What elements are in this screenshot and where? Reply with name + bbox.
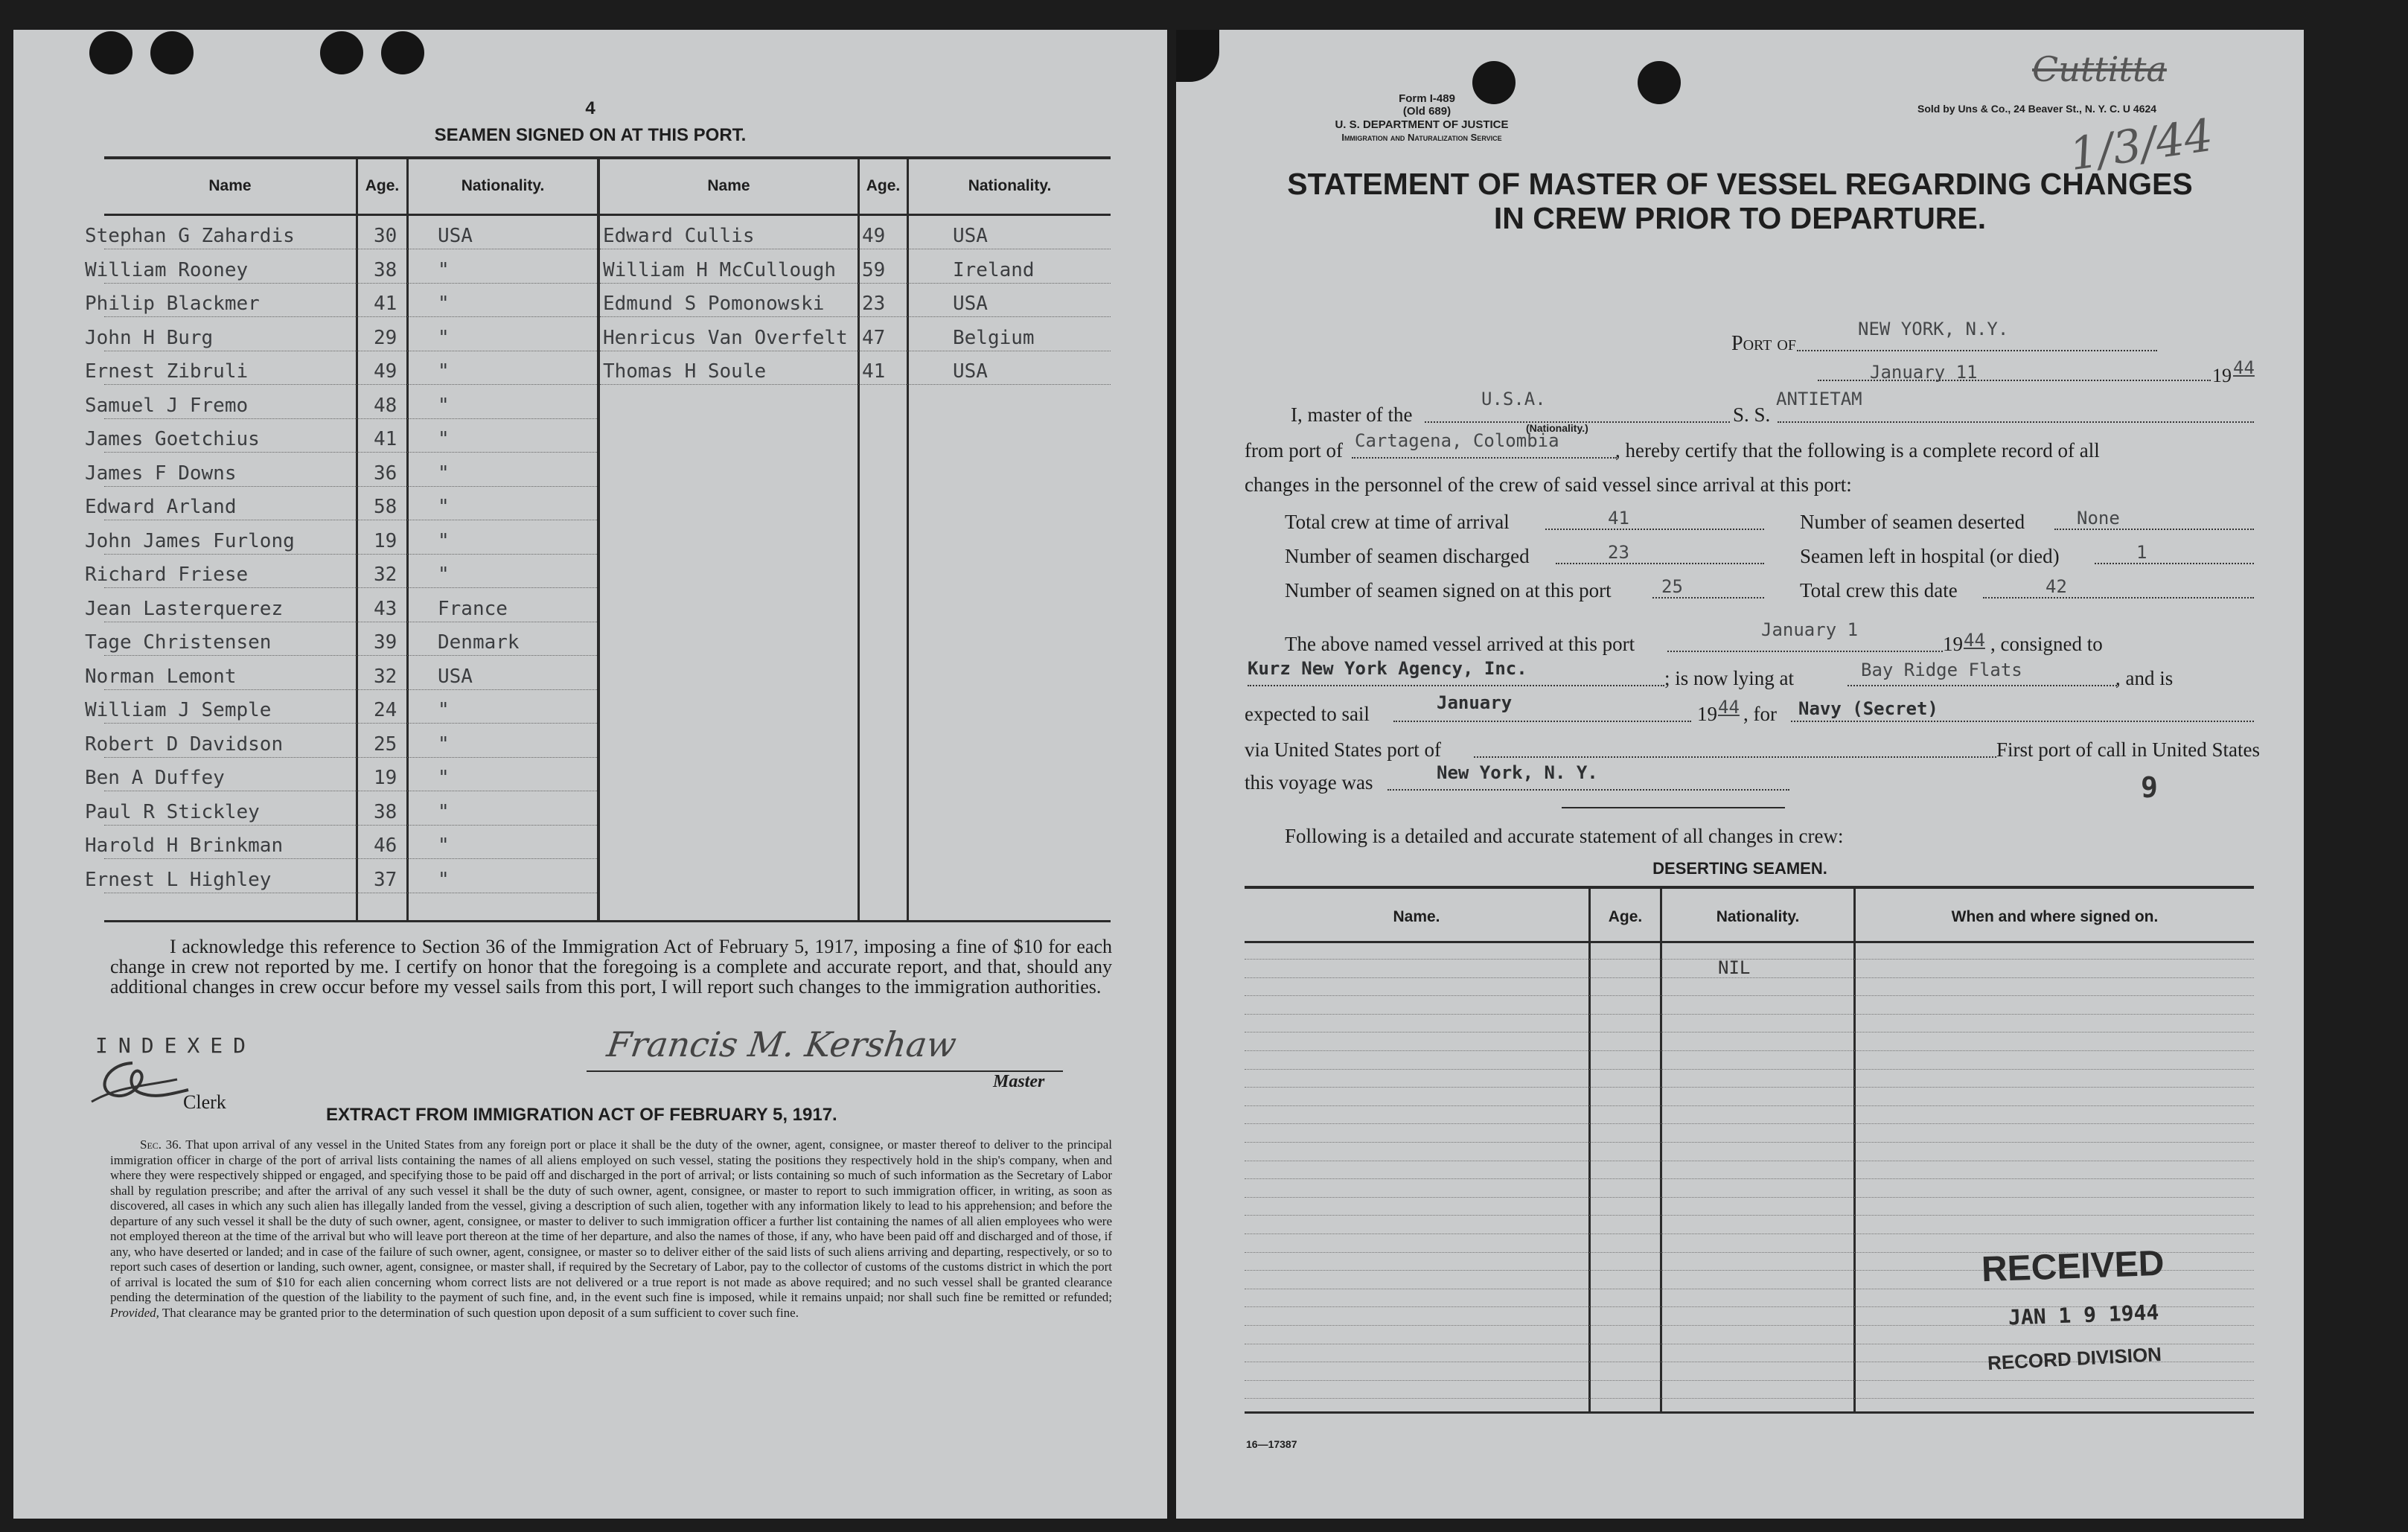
- crew-nationality: ": [438, 462, 450, 485]
- provided-label: Provided,: [110, 1305, 159, 1320]
- column-rule: [356, 159, 358, 920]
- desert-header-signed-on: When and where signed on.: [1951, 908, 2159, 925]
- deserting-title: DESERTING SEAMEN.: [1652, 859, 1827, 878]
- extract-text: [110, 1137, 1112, 1321]
- arrived-value: January 1: [1761, 619, 1859, 640]
- row-rule: [1245, 1398, 2254, 1399]
- fill-line: [1667, 651, 1943, 652]
- crew-nationality: ": [438, 800, 450, 823]
- crew-nationality: USA: [438, 665, 473, 688]
- crew-age: 38: [374, 258, 397, 281]
- row-rule: [1245, 1233, 2254, 1234]
- crew-nationality: ": [438, 699, 450, 721]
- row-rule: [104, 418, 597, 419]
- fill-line: [1352, 457, 1617, 459]
- crew-age: 32: [374, 564, 397, 586]
- crew-age: 24: [374, 699, 397, 721]
- desert-table-bottom: [1245, 1411, 2254, 1414]
- fill-line: [1556, 563, 1764, 564]
- fill-line: [1797, 350, 2157, 351]
- row-rule: [104, 825, 597, 826]
- crew-nationality: Denmark: [438, 631, 520, 654]
- for-value: Navy (Secret): [1798, 698, 1938, 719]
- master-label: Master: [993, 1072, 1045, 1091]
- crew-name: Norman Lemont: [85, 665, 237, 688]
- crew-age: 46: [374, 834, 397, 857]
- row-rule: [1245, 1087, 2254, 1088]
- crew-nationality: France: [438, 597, 508, 620]
- punch-hole-icon: [320, 31, 363, 74]
- crew-age: 32: [374, 665, 397, 688]
- row-rule: [1245, 1050, 2254, 1051]
- from-port-value: Cartagena, Colombia: [1355, 430, 1559, 451]
- crew-name: William Rooney: [85, 258, 249, 281]
- header-nationality: Nationality.: [968, 177, 1052, 194]
- crew-age: 48: [374, 394, 397, 417]
- crew-nationality: ": [438, 360, 450, 383]
- header-name: Name: [707, 177, 750, 194]
- arrived-year-prefix: 19: [1943, 633, 1963, 655]
- crew-age: 58: [374, 496, 397, 518]
- changes-text: changes in the personnel of the crew of said vessel since arrival at this port:: [1245, 473, 1852, 496]
- torn-corner-icon: [1176, 30, 1219, 82]
- row-rule: [104, 757, 597, 758]
- crew-name: Edmund S Pomonowski: [603, 293, 825, 315]
- punch-hole-icon: [89, 31, 132, 74]
- crew-name: Ernest L Highley: [85, 868, 272, 891]
- extract-body: That upon arrival of any vessel in the United States from any foreign port or place it shall be the duty of the owner, agent, consignee, or master thereof to deliver to the principal immigration officer in charge of the port of arrival lists containing the names of all aliens employed on such vessel, stating the positions they respectively hold in the ship's company, when and where they were respectively shipped or engaged, and specifying those to be paid off and discharged in the port of arrival; or lists containing so much of such information as the Secretary of Labor shall by regulation prescribe; and after the arrival of any such vessel it shall be the duty of such owner, agent, consignee, or master to report to such immigration officer, in writing, as soon as discovered, all cases in which any such alien has illegally landed from the vessel, giving a description of such alien, together with any information likely to lead to his apprehension; and before the departure of any such vessel it shall be the duty of such owner, agent, consignee, or master to deliver to such immigration officer a further list containing the names of all alien employees who were not employed thereon at the time of the arrival but who will leave port thereon at the time of her departure, and also the names of those, if any, who have been paid off and discharged and of those, if any, who have deserted or landed; and in case of the failure of such owner, agent, consignee, or master so to deliver either of the said lists of such aliens arriving and departing, respectively, or so to report such cases of desertion or landing, such owner, agent, consignee, or master shall, if required by the Secretary of Labor, pay to the collector of customs of the customs district in which the port of arrival is located the sum of $10 for each alien concerning whom correct lists are not delivered or a true report is not made as above required; and no such vessel shall be granted clearance pending the determination of the question of the liability to the payment of such fine, and, in the event such fine is imposed, while it remains unpaid; nor shall such fine be remitted or refunded;: [110, 1137, 1112, 1304]
- form-number: Form I-489: [1399, 92, 1455, 105]
- crew-age: 49: [862, 225, 886, 247]
- handwritten-date: 1/3/44: [2066, 109, 2217, 182]
- fill-line: [1393, 721, 1691, 722]
- crew-name: Jean Lasterquerez: [85, 597, 284, 620]
- short-rule: [1562, 807, 1785, 808]
- column-rule: [597, 159, 600, 920]
- row-rule: [1245, 1380, 2254, 1381]
- port-label: Port of: [1731, 332, 1796, 355]
- column-rule: [907, 159, 909, 920]
- sec-label: Sec. 36.: [140, 1137, 182, 1152]
- total-crew-arrival-label: Total crew at time of arrival: [1285, 511, 1510, 533]
- fill-line: [1545, 529, 1764, 530]
- punch-hole-icon: [1638, 61, 1681, 104]
- marginal-number: 9: [2141, 771, 2158, 804]
- crew-name: Edward Arland: [85, 496, 237, 518]
- row-rule: [1245, 1105, 2254, 1106]
- row-rule: [1245, 1142, 2254, 1143]
- crew-name: Thomas H Soule: [603, 360, 767, 383]
- crew-age: 41: [374, 293, 397, 315]
- row-rule: [1245, 1014, 2254, 1015]
- deserted-label: Number of seamen deserted: [1800, 511, 2025, 533]
- clerk-initials-icon: [88, 1057, 192, 1109]
- crew-age: 49: [374, 360, 397, 383]
- from-port-label: from port of: [1245, 439, 1343, 462]
- row-rule: [104, 587, 597, 588]
- consignee-value: Kurz New York Agency, Inc.: [1248, 658, 1527, 679]
- left-page: [13, 30, 1167, 1519]
- crew-age: 29: [374, 326, 397, 349]
- arrived-label: The above named vessel arrived at this port: [1285, 633, 1635, 655]
- row-rule: [104, 316, 597, 317]
- row-rule: [104, 486, 597, 487]
- certify-text: , hereby certify that the following is a complete record of all: [1615, 439, 2100, 462]
- fill-line: [1983, 597, 2254, 599]
- crew-name: William H McCullough: [603, 258, 837, 281]
- crew-nationality: Ireland: [953, 258, 1035, 281]
- indexed-stamp: INDEXED: [95, 1033, 257, 1058]
- and-is-label: , and is: [2115, 667, 2174, 689]
- crew-nationality: ": [438, 767, 450, 789]
- acknowledgement-text: I acknowledge this reference to Section 36 of the Immigration Act of February 5, 1917, imposing a fine of $10 for each change in crew not reported by me. I certify on honor that the foregoing is a complete and accurate report, and that, should any additional changes in crew occur before my vessel sails from this port, I will report such changes to the immigration authorities.: [110, 936, 1112, 998]
- row-rule: [600, 316, 1111, 317]
- crew-name: Stephan G Zahardis: [85, 225, 295, 247]
- discharged-label: Number of seamen discharged: [1285, 545, 1530, 567]
- row-rule: [600, 384, 1111, 385]
- crew-nationality: Belgium: [953, 326, 1035, 349]
- crew-nationality: ": [438, 394, 450, 417]
- row-rule: [1245, 1123, 2254, 1124]
- year-suffix: 44: [2233, 357, 2255, 378]
- form-header: [1341, 92, 1513, 118]
- row-rule: [104, 452, 597, 453]
- crew-nationality: ": [438, 326, 450, 349]
- extract-title: EXTRACT FROM IMMIGRATION ACT OF FEBRUARY 5, 1917.: [326, 1105, 837, 1125]
- ss-label: S. S.: [1733, 403, 1771, 426]
- consigned-label: , consigned to: [1990, 633, 2103, 655]
- column-rule: [858, 159, 860, 920]
- service: Immigration and Naturalization Service: [1341, 132, 1502, 143]
- crew-name: Henricus Van Overfelt: [603, 326, 848, 349]
- row-rule: [104, 554, 597, 555]
- row-rule: [1245, 1215, 2254, 1216]
- extract-tail: That clearance may be granted prior to the determination of such question upon deposit of a sum sufficient to cover such fine.: [162, 1305, 799, 1320]
- lying-label: ; is now lying at: [1664, 667, 1794, 689]
- header-name: Name: [208, 177, 252, 194]
- form-title: [1176, 167, 2304, 235]
- crew-nationality: ": [438, 293, 450, 315]
- column-rule: [406, 159, 409, 920]
- crew-nationality: ": [438, 529, 450, 552]
- column-rule: [1588, 889, 1591, 1414]
- crew-name: Ernest Zibruli: [85, 360, 249, 383]
- desert-header-age: Age.: [1608, 908, 1643, 925]
- crew-age: 30: [374, 225, 397, 247]
- signed-on-value: 25: [1661, 576, 1683, 597]
- crew-name: James F Downs: [85, 462, 237, 485]
- fill-line: [1778, 421, 2254, 423]
- row-rule: [104, 384, 597, 385]
- row-rule: [1245, 1197, 2254, 1198]
- received-date: JAN 1 9 1944: [2008, 1300, 2159, 1330]
- total-crew-arrival-value: 41: [1608, 508, 1629, 529]
- expected-year-prefix: 19: [1697, 703, 1717, 725]
- hospital-value: 1: [2136, 542, 2147, 563]
- crew-name: Tage Christensen: [85, 631, 272, 654]
- fill-line: [1791, 721, 2254, 722]
- this-voyage-label: this voyage was: [1245, 771, 1373, 794]
- deserted-value: None: [2077, 508, 2120, 529]
- nationality-value: U.S.A.: [1481, 389, 1546, 409]
- following-text: Following is a detailed and accurate statement of all changes in crew:: [1285, 825, 1844, 847]
- via-label: via United States port of: [1245, 738, 1441, 761]
- crew-age: 41: [862, 360, 886, 383]
- row-rule: [104, 689, 597, 690]
- crew-age: 25: [374, 733, 397, 756]
- crew-age: 37: [374, 868, 397, 891]
- crew-name: John H Burg: [85, 326, 214, 349]
- fill-line: [2054, 529, 2254, 530]
- desert-entry: NIL: [1718, 957, 1751, 978]
- port-value: NEW YORK, N.Y.: [1858, 319, 2009, 339]
- handwritten-name: Cuttitta: [2032, 49, 2167, 89]
- crew-age: 41: [374, 428, 397, 450]
- row-rule: [1245, 995, 2254, 996]
- crew-nationality: ": [438, 428, 450, 450]
- fill-line: [2095, 563, 2254, 564]
- header-age: Age.: [866, 177, 901, 194]
- desert-table-top: [1245, 886, 2254, 889]
- form-code: 16—17387: [1246, 1438, 1297, 1450]
- nationality-caption: (Nationality.): [1526, 422, 1588, 434]
- crew-age: 19: [374, 767, 397, 789]
- date-value: January 11: [1870, 362, 1978, 383]
- clerk-label: Clerk: [183, 1091, 226, 1113]
- signature-line: [587, 1070, 1063, 1072]
- crew-nationality: USA: [953, 293, 988, 315]
- crew-name: Paul R Stickley: [85, 800, 260, 823]
- fill-line: [1652, 597, 1764, 599]
- desert-header-name: Name.: [1393, 908, 1440, 925]
- crew-nationality: ": [438, 868, 450, 891]
- fill-line: [1248, 685, 1664, 686]
- ship-value: ANTIETAM: [1776, 389, 1862, 409]
- i-master-label: I, master of the: [1291, 403, 1413, 426]
- fill-line: [1387, 789, 1789, 791]
- row-rule: [1245, 1069, 2254, 1070]
- first-port-label: First port of call in United States: [1996, 738, 2260, 761]
- crew-name: William J Semple: [85, 699, 272, 721]
- row-rule: [1245, 1178, 2254, 1179]
- table-bottom-rule: [104, 920, 1111, 922]
- department: U. S. DEPARTMENT OF JUSTICE: [1335, 118, 1509, 131]
- expected-label: expected to sail: [1245, 703, 1370, 725]
- crew-name: Richard Friese: [85, 564, 249, 586]
- crew-nationality: USA: [438, 225, 473, 247]
- crew-name: Edward Cullis: [603, 225, 755, 247]
- crew-nationality: ": [438, 733, 450, 756]
- crew-nationality: ": [438, 258, 450, 281]
- punch-hole-icon: [150, 31, 194, 74]
- column-rule: [1660, 889, 1662, 1414]
- crew-age: 36: [374, 462, 397, 485]
- crew-age: 19: [374, 529, 397, 552]
- crew-name: John James Furlong: [85, 529, 295, 552]
- desert-header-nationality: Nationality.: [1716, 908, 1800, 925]
- fill-line: [1474, 756, 1996, 758]
- crew-age: 38: [374, 800, 397, 823]
- total-crew-date-value: 42: [2045, 576, 2067, 597]
- arrived-year: 44: [1964, 630, 1985, 651]
- title-line1: STATEMENT OF MASTER OF VESSEL REGARDING CHANGES: [1287, 167, 2193, 201]
- table-header-rule: [104, 214, 1111, 216]
- page-number: 4: [585, 98, 595, 118]
- row-rule: [600, 283, 1111, 284]
- master-signature: Francis M. Kershaw: [604, 1024, 959, 1065]
- for-label: , for: [1743, 703, 1777, 725]
- crew-age: 59: [862, 258, 886, 281]
- column-rule: [1853, 889, 1856, 1414]
- sold-by: Sold by Uns & Co., 24 Beaver St., N. Y. C. U 4624: [1917, 103, 2157, 115]
- year-prefix: 19: [2212, 365, 2232, 386]
- crew-age: 23: [862, 293, 886, 315]
- form-old: (Old 689): [1402, 105, 1451, 118]
- row-rule: [104, 655, 597, 656]
- crew-nationality: ": [438, 564, 450, 586]
- header-age: Age.: [365, 177, 400, 194]
- crew-name: Harold H Brinkman: [85, 834, 284, 857]
- header-nationality: Nationality.: [461, 177, 545, 194]
- title-line2: IN CREW PRIOR TO DEPARTURE.: [1493, 201, 1987, 235]
- crew-age: 43: [374, 597, 397, 620]
- crew-nationality: USA: [953, 225, 988, 247]
- lying-value: Bay Ridge Flats: [1861, 660, 2022, 680]
- crew-name: Robert D Davidson: [85, 733, 284, 756]
- table-top-rule: [104, 156, 1111, 159]
- crew-age: 47: [862, 326, 886, 349]
- total-crew-date-label: Total crew this date: [1800, 579, 1958, 601]
- crew-name: Ben A Duffey: [85, 767, 225, 789]
- desert-table-header-rule: [1245, 941, 2254, 943]
- department-block: [1251, 118, 1593, 144]
- crew-nationality: USA: [953, 360, 988, 383]
- right-page: [1176, 30, 2304, 1519]
- record-division: RECORD DIVISION: [1987, 1342, 2162, 1375]
- received-stamp: RECEIVED: [1981, 1243, 2165, 1290]
- punch-hole-icon: [381, 31, 424, 74]
- row-rule: [104, 283, 597, 284]
- signed-on-label: Number of seamen signed on at this port: [1285, 579, 1612, 601]
- discharged-value: 23: [1608, 542, 1629, 563]
- expected-value: January: [1437, 692, 1513, 713]
- row-rule: [104, 858, 597, 859]
- fill-line: [1847, 685, 2117, 686]
- crew-age: 39: [374, 631, 397, 654]
- crew-nationality: ": [438, 834, 450, 857]
- hospital-label: Seamen left in hospital (or died): [1800, 545, 2060, 567]
- row-rule: [104, 723, 597, 724]
- expected-year: 44: [1718, 697, 1740, 718]
- first-port-value: New York, N. Y.: [1437, 762, 1598, 783]
- crew-name: Samuel J Fremo: [85, 394, 249, 417]
- signed-on-title: SEAMEN SIGNED ON AT THIS PORT.: [434, 125, 747, 145]
- crew-name: James Goetchius: [85, 428, 260, 450]
- crew-name: Philip Blackmer: [85, 293, 260, 315]
- crew-nationality: ": [438, 496, 450, 518]
